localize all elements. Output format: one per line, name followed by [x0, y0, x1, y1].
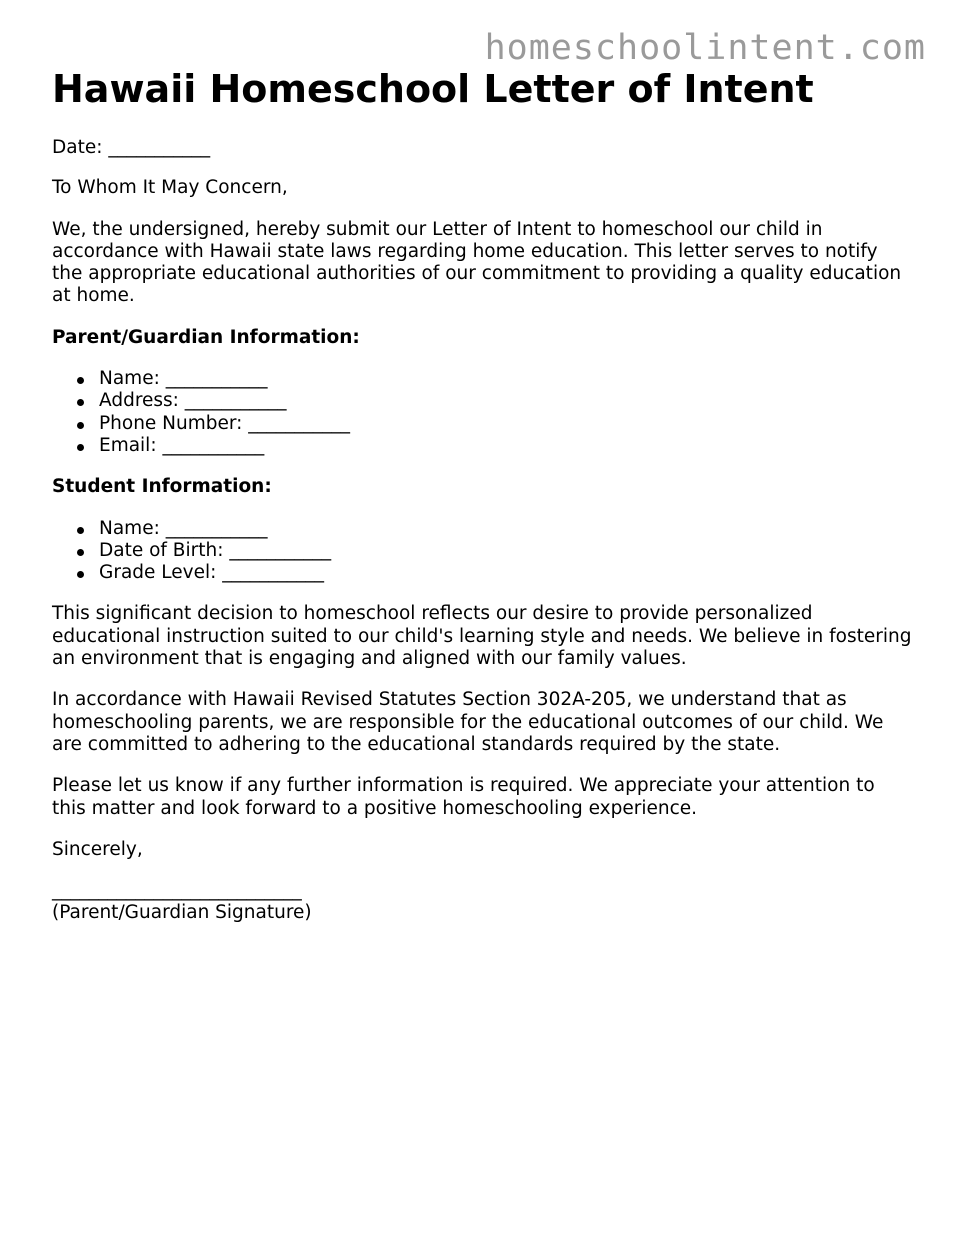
list-item — [52, 562, 912, 584]
date-line: Date: ___________ — [52, 137, 211, 158]
intro-paragraph: We, the undersigned, hereby submit our Letter of Intent to homeschool our child in accordance with Hawaii state laws regarding home education. This letter serves to notify the appropriate educational authorities of our commitment to providing a quality education at home. — [52, 218, 902, 307]
bullet-icon — [77, 377, 84, 384]
watermark: homeschoolintent.com — [484, 28, 926, 68]
closing: Sincerely, — [52, 838, 143, 860]
parent-phone-field: Phone Number: ___________ — [99, 412, 351, 434]
page-title: Hawaii Homeschool Letter of Intent — [52, 67, 814, 111]
parent-info-list — [52, 368, 912, 457]
list-item — [52, 368, 912, 390]
student-section-heading: Student Information: — [52, 476, 272, 498]
request-paragraph: Please let us know if any further information is required. We appreciate your attention to this matter and look forward to a positive homeschooling experience. — [52, 775, 875, 819]
statute-paragraph: In accordance with Hawaii Revised Statutes Section 302A-205, we understand that as homeschooling parents, we are responsible for the educational outcomes of our child. We are committed to adhering to the educational standards required by the state. — [52, 689, 884, 755]
list-item — [52, 540, 912, 562]
signature-caption: (Parent/Guardian Signature) — [52, 902, 312, 924]
bullet-icon — [77, 571, 84, 578]
signature-line: ___________________________ — [52, 880, 302, 902]
student-grade-field: Grade Level: ___________ — [99, 562, 324, 584]
parent-address-field: Address: ___________ — [99, 390, 287, 412]
bullet-icon — [77, 422, 84, 429]
student-dob-field: Date of Birth: ___________ — [99, 539, 332, 561]
parent-name-field: Name: ___________ — [99, 368, 268, 390]
bullet-icon — [77, 399, 84, 406]
bullet-icon — [77, 527, 84, 534]
parent-section-heading: Parent/Guardian Information: — [52, 326, 360, 348]
student-info-list — [52, 518, 912, 585]
bullet-icon — [77, 444, 84, 451]
list-item — [52, 413, 912, 435]
letter-page — [52, 66, 912, 925]
greeting: To Whom It May Concern, — [52, 177, 288, 199]
list-item — [52, 518, 912, 540]
list-item — [52, 390, 912, 412]
decision-paragraph: This significant decision to homeschool reflects our desire to provide personalized educational instruction suited to our child's learning style and needs. We believe in fostering an environment that is engaging and aligned with our family values. — [52, 603, 912, 670]
bullet-icon — [77, 549, 84, 556]
student-name-field: Name: ___________ — [99, 517, 268, 539]
list-item — [52, 435, 912, 457]
parent-email-field: Email: ___________ — [99, 434, 265, 456]
